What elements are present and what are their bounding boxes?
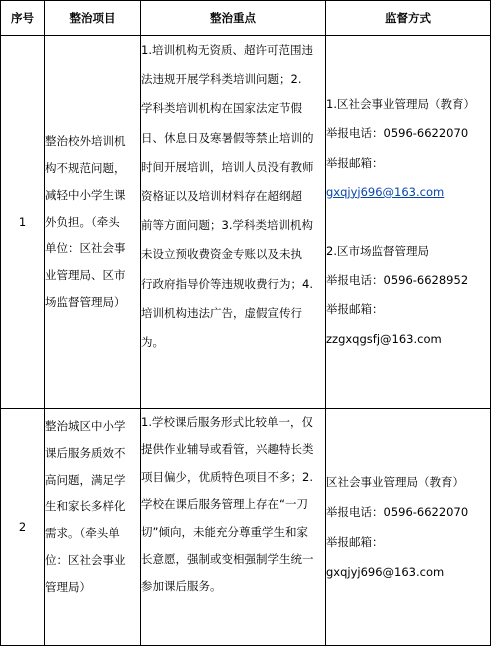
focus-cell	[141, 409, 326, 646]
focus-line: 1.培训机构无资质、超许可范围违	[141, 43, 313, 57]
focus-line: 长意愿，强制或变相强制学生统一	[141, 552, 314, 567]
focus-line: 资格证以及培训材料存在超纲超	[141, 189, 302, 204]
email-label: 举报邮箱：	[326, 302, 384, 317]
item-cell	[45, 409, 141, 646]
supervision-line: 1.区社会事业管理局（教育）	[326, 97, 475, 112]
table-row	[1, 36, 491, 409]
email-label: 举报邮箱：	[326, 535, 384, 549]
supervision-cell	[326, 409, 491, 646]
item-line: 整治城区中小学	[45, 419, 126, 433]
phone-line: 举报电话：0596-6628952	[326, 273, 469, 288]
focus-line: 切”倾向，未能充分尊重学生和家	[141, 524, 308, 539]
seq-cell: 2	[1, 409, 45, 646]
header-focus: 整治重点	[141, 1, 326, 36]
item-line: 场监督管理局）	[45, 294, 126, 309]
seq-cell: 1	[1, 36, 45, 409]
email-link[interactable]: gxqjyj696@163.com	[326, 184, 445, 199]
email-text: zzgxqgsfj@163.com	[326, 331, 442, 346]
focus-line: 未设立预收费资金专账以及未执	[141, 247, 302, 262]
item-line: 位：区社会事业	[45, 552, 126, 567]
focus-line: 项目偏少，优质特色项目不多；2.	[141, 469, 313, 484]
focus-line: 前等方面问题；3.学科类培训机构	[141, 218, 313, 233]
focus-line: 为。	[141, 335, 164, 350]
header-supervision: 监督方式	[326, 1, 491, 36]
item-line: 单位：区社会事	[45, 241, 126, 256]
focus-line: 1.学校课后服务形式比较单一，仅	[141, 415, 313, 429]
supervision-line: 区社会事业管理局（教育）	[326, 475, 464, 489]
item-line: 外负担。（牵头	[45, 214, 120, 229]
item-line: 高问题，满足学	[45, 472, 126, 487]
item-line: 业管理局、区市	[45, 268, 126, 283]
email-label: 举报邮箱：	[326, 155, 384, 170]
item-line: 生和家长多样化	[45, 499, 126, 514]
header-item: 整治项目	[45, 1, 141, 36]
focus-line: 法违规开展学科类培训问题；2.	[141, 72, 302, 87]
spacer	[326, 207, 490, 237]
item-line: 构不规范问题，	[45, 161, 126, 175]
item-line: 减轻中小学生课	[45, 187, 126, 202]
focus-line: 提供作业辅导或看管，兴趣特长类	[141, 442, 314, 457]
header-seq: 序号	[1, 1, 45, 36]
focus-cell	[141, 36, 326, 409]
supervision-line: 2.区市场监督管理局	[326, 244, 429, 258]
supervision-cell	[326, 36, 491, 409]
item-line: 整治校外培训机	[45, 134, 126, 149]
focus-line: 时间开展培训，培训人员没有教师	[141, 159, 314, 174]
focus-line: 学校在课后服务管理上存在“一刀	[141, 497, 308, 512]
header-row	[1, 1, 491, 36]
item-line: 需求。（牵头单	[45, 526, 120, 541]
focus-line: 参加课后服务。	[141, 579, 222, 594]
table-row	[1, 409, 491, 646]
focus-line: 培训机构违法广告，虚假宣传行	[141, 305, 302, 320]
phone-line: 举报电话：0596-6622070	[326, 126, 469, 141]
email-text: gxqjyj696@163.com	[326, 565, 445, 579]
focus-line: 学科类培训机构在国家法定节假	[141, 101, 302, 116]
focus-line: 日、休息日及寒暑假等禁止培训的	[141, 130, 314, 145]
item-cell	[45, 36, 141, 409]
item-line: 课后服务质效不	[45, 445, 126, 460]
phone-line: 举报电话：0596-6622070	[326, 505, 469, 519]
focus-line: 行政府指导价等违规收费行为；4.	[141, 276, 313, 291]
item-line: 管理局）	[45, 579, 91, 594]
